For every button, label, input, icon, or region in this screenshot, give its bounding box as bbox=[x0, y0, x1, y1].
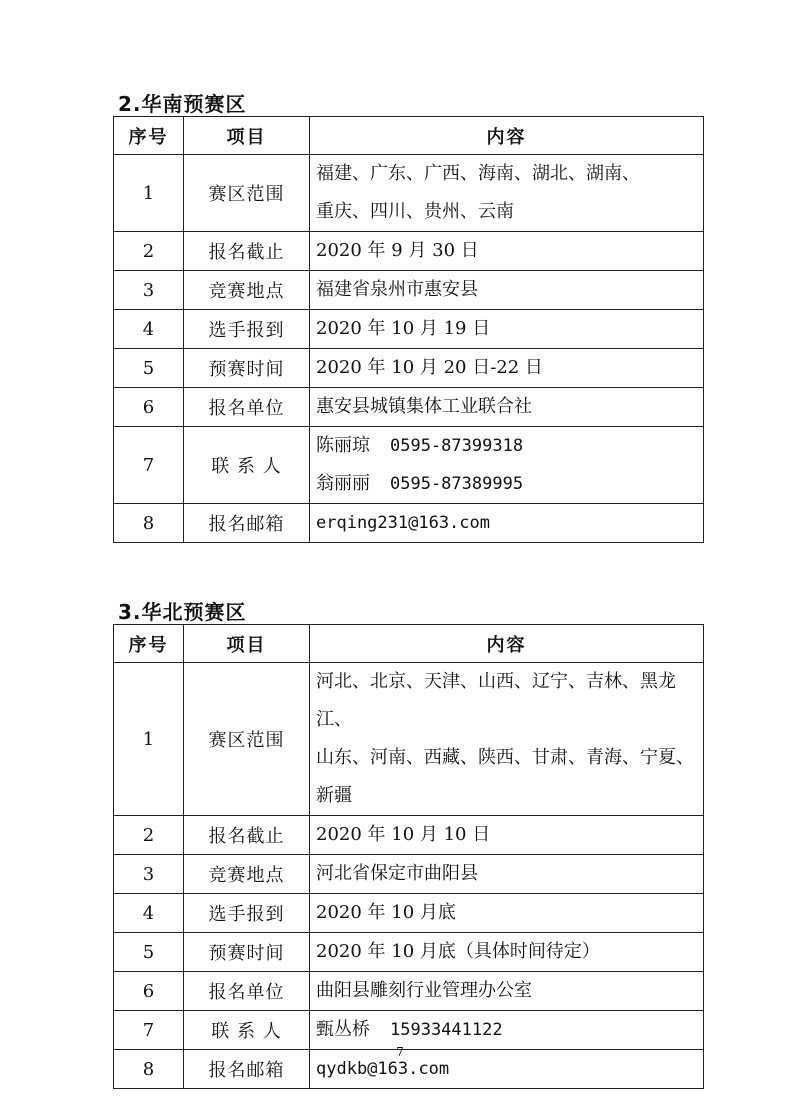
row-content bbox=[310, 663, 704, 816]
table-row bbox=[114, 427, 704, 504]
row-item: 报名单位 bbox=[184, 972, 310, 1011]
table-header-row bbox=[114, 625, 704, 663]
section-title-huanan: 2.华南预赛区 bbox=[118, 92, 247, 116]
table-row bbox=[114, 155, 704, 232]
row-content: 2020 年 10 月 10 日 bbox=[310, 816, 704, 855]
row-content: 福建省泉州市惠安县 bbox=[310, 271, 704, 310]
header-index: 序号 bbox=[114, 625, 184, 663]
contact-name: 甄丛桥 bbox=[316, 1019, 370, 1040]
table-row bbox=[114, 1011, 704, 1050]
contact-entry bbox=[316, 427, 697, 465]
header-index: 序号 bbox=[114, 117, 184, 155]
row-item: 竞赛地点 bbox=[184, 271, 310, 310]
row-index: 2 bbox=[114, 816, 184, 855]
row-item: 联 系 人 bbox=[184, 427, 310, 504]
header-content: 内容 bbox=[310, 625, 704, 663]
row-item: 预赛时间 bbox=[184, 933, 310, 972]
table-row bbox=[114, 310, 704, 349]
email-value: qydkb@163.com bbox=[310, 1050, 704, 1089]
table-row bbox=[114, 504, 704, 543]
header-item: 项目 bbox=[184, 117, 310, 155]
content-line: 新疆 bbox=[316, 785, 352, 806]
row-item: 报名邮箱 bbox=[184, 504, 310, 543]
row-content: 2020 年 10 月 19 日 bbox=[310, 310, 704, 349]
email-value: erqing231@163.com bbox=[310, 504, 704, 543]
table-row bbox=[114, 388, 704, 427]
row-item: 竞赛地点 bbox=[184, 855, 310, 894]
row-index: 7 bbox=[114, 427, 184, 504]
row-content: 河北省保定市曲阳县 bbox=[310, 855, 704, 894]
contact-phone: 0595-87389995 bbox=[390, 474, 524, 494]
row-index: 1 bbox=[114, 663, 184, 816]
row-item: 报名邮箱 bbox=[184, 1050, 310, 1089]
section-title-huabei: 3.华北预赛区 bbox=[118, 600, 247, 624]
content-line: 山东、河南、西藏、陕西、甘肃、青海、宁夏、 bbox=[316, 747, 694, 768]
row-content: 2020 年 10 月 20 日-22 日 bbox=[310, 349, 704, 388]
row-item: 联 系 人 bbox=[184, 1011, 310, 1050]
table-row bbox=[114, 855, 704, 894]
table-row bbox=[114, 232, 704, 271]
table-row bbox=[114, 933, 704, 972]
row-index: 5 bbox=[114, 933, 184, 972]
row-content: 曲阳县雕刻行业管理办公室 bbox=[310, 972, 704, 1011]
table-row bbox=[114, 816, 704, 855]
row-index: 4 bbox=[114, 894, 184, 933]
table-header-row bbox=[114, 117, 704, 155]
row-content: 2020 年 9 月 30 日 bbox=[310, 232, 704, 271]
row-index: 5 bbox=[114, 349, 184, 388]
row-index: 4 bbox=[114, 310, 184, 349]
content-line: 重庆、四川、贵州、云南 bbox=[316, 201, 514, 222]
header-item: 项目 bbox=[184, 625, 310, 663]
row-index: 8 bbox=[114, 1050, 184, 1089]
content-line: 河北、北京、天津、山西、辽宁、吉林、黑龙江、 bbox=[316, 671, 676, 730]
row-content: 惠安县城镇集体工业联合社 bbox=[310, 388, 704, 427]
contact-phone: 15933441122 bbox=[390, 1020, 503, 1040]
page-number: 7 bbox=[396, 1045, 404, 1059]
row-item: 报名截止 bbox=[184, 232, 310, 271]
row-index: 1 bbox=[114, 155, 184, 232]
row-item: 赛区范围 bbox=[184, 155, 310, 232]
row-index: 7 bbox=[114, 1011, 184, 1050]
content-line: 福建、广东、广西、海南、湖北、湖南、 bbox=[316, 163, 640, 184]
contact-name: 陈丽琼 bbox=[316, 435, 370, 456]
contact-entry bbox=[316, 465, 697, 503]
row-item: 选手报到 bbox=[184, 894, 310, 933]
table-row bbox=[114, 663, 704, 816]
table-row bbox=[114, 271, 704, 310]
row-index: 6 bbox=[114, 972, 184, 1011]
huanan-table bbox=[113, 116, 704, 543]
row-index: 6 bbox=[114, 388, 184, 427]
row-item: 选手报到 bbox=[184, 310, 310, 349]
row-item: 报名截止 bbox=[184, 816, 310, 855]
row-index: 8 bbox=[114, 504, 184, 543]
row-index: 3 bbox=[114, 271, 184, 310]
header-content: 内容 bbox=[310, 117, 704, 155]
row-content: 2020 年 10 月底（具体时间待定） bbox=[310, 933, 704, 972]
row-item: 预赛时间 bbox=[184, 349, 310, 388]
row-index: 2 bbox=[114, 232, 184, 271]
row-content bbox=[310, 427, 704, 504]
contact-name: 翁丽丽 bbox=[316, 473, 370, 494]
contact-phone: 0595-87399318 bbox=[390, 436, 524, 456]
table-row bbox=[114, 972, 704, 1011]
table-row bbox=[114, 349, 704, 388]
huabei-table bbox=[113, 624, 704, 1089]
table-row bbox=[114, 894, 704, 933]
row-index: 3 bbox=[114, 855, 184, 894]
row-item: 报名单位 bbox=[184, 388, 310, 427]
row-content bbox=[310, 1011, 704, 1050]
row-content: 2020 年 10 月底 bbox=[310, 894, 704, 933]
row-content bbox=[310, 155, 704, 232]
row-item: 赛区范围 bbox=[184, 663, 310, 816]
